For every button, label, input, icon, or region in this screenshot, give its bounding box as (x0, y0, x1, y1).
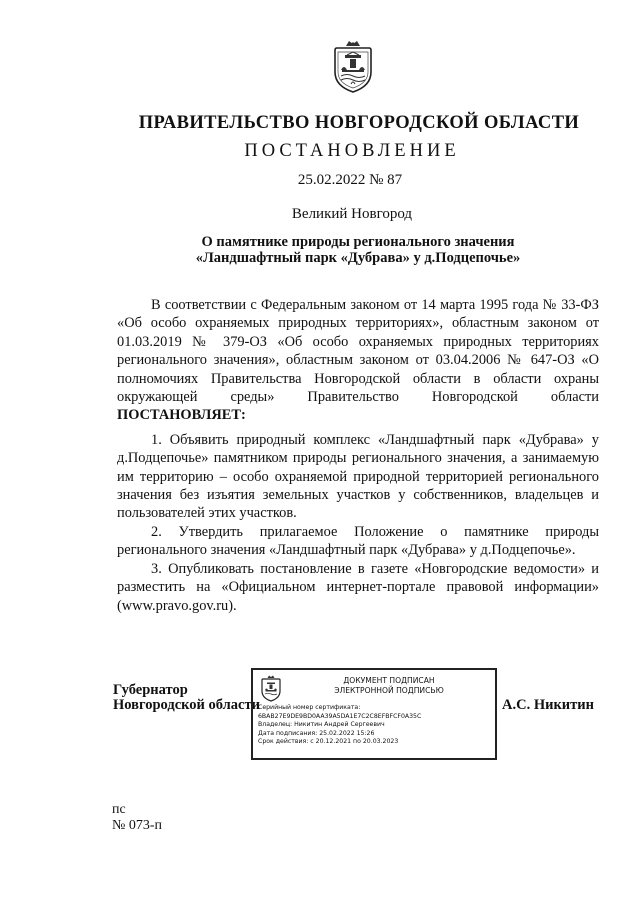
stamp-cert-label: Серийный номер сертификата: (258, 704, 361, 711)
clause-1: 1. Объявить природный комплекс «Ландшафтный парк «Дубрава» у д.Подцепочье» памятником природы регионального значения, а занимаемую им территорию – особо охраняемой природной территорией регионального значения без изъятия земельных участков у собственников, владельцев и пользователей этих участков. (117, 431, 599, 522)
stamp-title-line-2: ЭЛЕКТРОННОЙ ПОДПИСЬЮ (334, 686, 444, 695)
stamp-title-line-1: ДОКУМЕНТ ПОДПИСАН (343, 676, 435, 685)
signatory-position (113, 683, 260, 713)
stamp-signed-date: Дата подписания: 25.02.2022 15:26 (258, 729, 375, 737)
document-body (117, 296, 599, 615)
document-subject (0, 234, 640, 266)
document-type: ПОСТАНОВЛЕНИЕ (244, 141, 460, 161)
government-title: ПРАВИТЕЛЬСТВО НОВГОРОДСКОЙ ОБЛАСТИ (138, 113, 580, 133)
clause-2: 2. Утвердить прилагаемое Положение о памятнике природы регионального значения «Ландшафтный парк «Дубрава» у д.Подцепочье». (117, 523, 599, 559)
clause-3 (117, 560, 599, 615)
preamble-paragraph (117, 296, 599, 425)
clause-3-text: 3. Опубликовать постановление в газете «Новгородские ведомости» и разместить на «Официальном интернет-портале правовой информации» (117, 560, 599, 596)
document-city: Великий Новгород (291, 206, 413, 222)
decree-word: ПОСТАНОВЛЯЕТ: (117, 407, 246, 424)
preamble-text: В соответствии с Федеральным законом от 14 марта 1995 года № 33-ФЗ «Об особо охраняемых природных территориях», областным законом от 01.03.2019 № 379-ОЗ «Об особо охраняемых природных территориях регионального значения», областным законом от 03.04.2006 № 647-ОЗ «О полномочиях Правительства Новгородской области в области охраны окружающей среды» Правительство Новгородской области (117, 297, 599, 406)
footer-reference: № 073-п (112, 818, 163, 833)
document-footer (112, 802, 162, 834)
electronic-signature-stamp (251, 668, 497, 760)
pravo-link[interactable]: (www.pravo.gov.ru) (117, 597, 234, 614)
coat-of-arms-icon (329, 40, 377, 94)
subject-line-2: «Ландшафтный парк «Дубрава» у д.Подцепочье» (195, 250, 521, 266)
signatory-name: А.С. Никитин (502, 697, 594, 713)
stamp-cert-number: 6BAB27E9DE9BD0AA39A5DA1E7C2C8EFBFCF0A35C (258, 712, 422, 720)
position-line-2: Новгородской области (113, 697, 260, 713)
subject-line-1: О памятнике природы регионального значения (201, 234, 515, 250)
stamp-owner: Владелец: Никитин Андрей Сергеевич (258, 721, 385, 729)
stamp-title (291, 676, 487, 696)
footer-initials: пс (112, 802, 126, 817)
stamp-validity: Срок действия: с 20.12.2021 по 20.03.2023 (258, 738, 399, 746)
document-date-number: 25.02.2022 № 87 (297, 172, 403, 188)
stamp-details (258, 704, 494, 747)
position-line-1: Губернатор (113, 682, 188, 698)
clause-3-end: . (233, 597, 237, 614)
stamp-coat-of-arms-icon (259, 675, 283, 702)
